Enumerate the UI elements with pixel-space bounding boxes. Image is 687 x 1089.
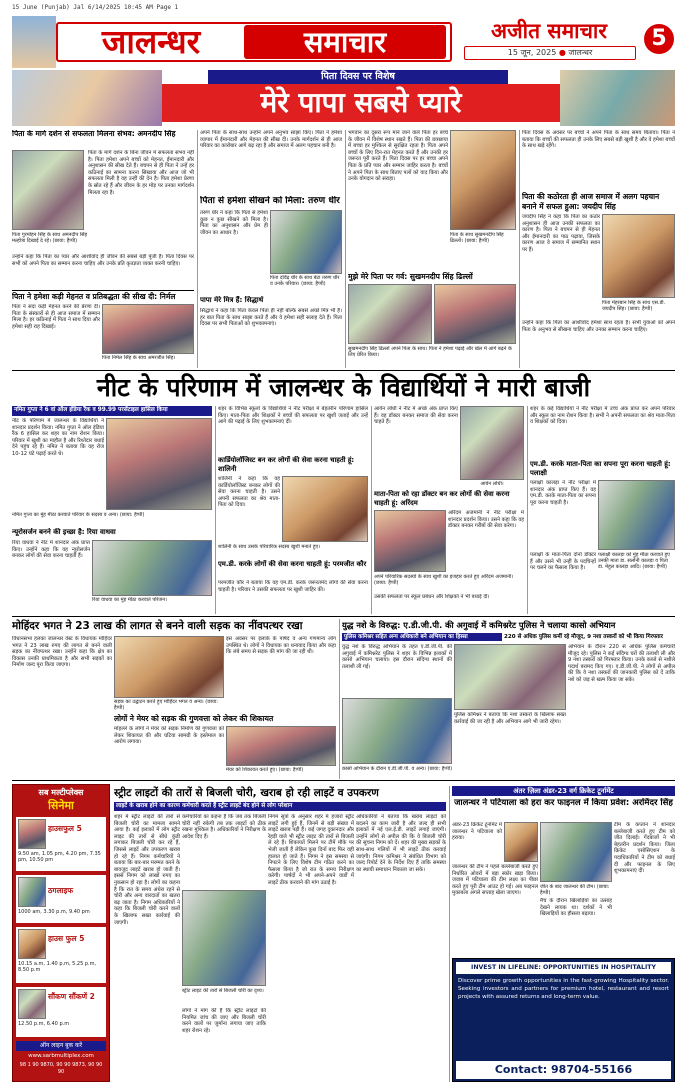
cricket-headline: जालन्धर ने पटियाला को हरा कर फाइनल में किया प्रवेश: अरमिंदर सिंह xyxy=(454,798,673,808)
section-rule xyxy=(12,616,675,617)
headline-story-4: पापा मेरे मित्र हैं: सिद्धार्थ xyxy=(200,296,264,304)
road-caption: सड़क का उद्घाटन करते हुए मोहिंदर भगत व अन्य। (छाया: हैप्पी) xyxy=(114,699,218,711)
caption-story-6: पिता मेहरबान सिंह के साथ एस.डी. जयदीप सिंह। (छाया: हैप्पी) xyxy=(602,300,666,313)
divider xyxy=(12,290,194,291)
neet-photo-6 xyxy=(598,480,675,550)
neet-body-3: शहर के विभिन्न स्कूलों के विद्यार्थियों ने नीट परीक्षा में बेहतरीन परिणाम हासिल किए। माता-पिता और शिक्षकों ने बच्चों की सफलता पर खुशी जताई और उन्हें आगे की पढ़ाई के लिए शुभकामनाएं दीं। xyxy=(218,406,368,426)
road-photo xyxy=(114,636,224,698)
neet-subhead-3: कार्डियोलॉजिस्ट बन कर लोगों की सेवा करना चाहती हूं: शालिनी xyxy=(218,456,355,473)
section-rule xyxy=(12,370,675,371)
street-body-1: शहर में स्ट्रीट लाइटों की तारों से बिजली चोरी का मामला सामने आया है। कई इलाकों में लोग स्ट्रीट लाइट की तारों से सीधे कुंडी लगाकर बिजली चोरी कर रहे हैं, जिससे लाइटें और उपकरण खराब हो रहे हैं। निगम कर्मचारियों ने बताया कि बार-बार मरम्मत करने के बावजूद लाइटें खराब हो जाती हैं। इससे निगम को लाखों रुपए का नुकसान हो रहा है। लोगों का कहना है कि रात के समय अंधेरा रहने से चोरी और अन्य वारदातों का खतरा बढ़ जाता है। निगम अधिकारियों ने कहा कि बिजली चोरी करने वालों के खिलाफ सख्त कार्रवाई की जाएगी। xyxy=(114,814,180,926)
drug-body-1: युद्ध नशे के विरुद्ध अभियान के तहत ए.डी.जी.पी. की अगुवाई में कमिश्नरेट पुलिस ने शहर के विभिन्न इलाकों में कासो अभियान चलाया। इस दौरान संदिग्ध स्थानों की तलाशी ली गई। xyxy=(342,644,452,670)
photo-story-2 xyxy=(102,304,194,354)
ad-contact[interactable]: Contact: 98704-55166 xyxy=(456,1061,671,1079)
column-rule xyxy=(215,406,216,614)
road-photo-2 xyxy=(226,726,336,766)
street-body-2: कर्मचारियों का कहना है कि जब तक बिजली चोरी नहीं रुकेगी तब तक लाइटों को ठीक रखना मुश्किल है। अधिकारियों ने निरीक्षण के आदेश दिए हैं। xyxy=(182,814,266,840)
drug-photo-1 xyxy=(342,698,452,764)
cricket-photo-1 xyxy=(504,822,538,862)
photo-story-3 xyxy=(270,210,342,274)
neet-subhead-6: एम.डी. करके लोगों की सेवा करना चाहती हूं: परमजीत कौर xyxy=(218,560,367,568)
body-story-6: जयदीप सिंह ने कहा कि पिता का कठोर अनुशासन ही आज उनकी सफलता का कारण है। पिता ने बचपन से ही मेहनत और ईमानदारी का पाठ पढ़ाया, जिसके कारण आज वे समाज में सम्मानित स्थान पर हैं। xyxy=(522,214,600,253)
cricket-body-2: टीम के कप्तान ने शानदार बल्लेबाजी करते हुए टीम को जीत दिलाई। गेंदबाजों ने भी बेहतरीन प्रदर्शन किया। जिला क्रिकेट एसोसिएशन के पदाधिकारियों ने टीम को बधाई दी और फाइनल के लिए शुभकामनाएं दीं। xyxy=(614,822,675,875)
caption-story-2: पिता निर्मल सिंह के साथ अमरजीत सिंह। xyxy=(102,355,176,361)
movie-poster xyxy=(18,989,46,1019)
photo-story-5b xyxy=(348,284,432,344)
movie-block xyxy=(16,927,106,983)
drug-headline: युद्ध नशे के विरुद्ध: ए.डी.जी.पी. की अगुवाई में कमिश्नरेट पुलिस ने चलाया कासो अभियान xyxy=(342,620,616,630)
street-kicker: लाइटें के खराब होने का कारण कर्मचारी करते हैं स्ट्रीट लाइटें बंद होने से लोग परेशान xyxy=(114,802,446,811)
neet-caption-3: शालिनी के साथ उसके परिवारिक सदस्य खुशी मनाते हुए। xyxy=(218,544,321,550)
cricket-kicker: अंतर ज़िला अंडर-23 वर्ग क्रिकेट टूर्नामेंट xyxy=(452,786,675,796)
cricket-body-1: अंडर-23 क्रिकेट टूर्नामेंट में जालन्धर ने पटियाला को हराया। xyxy=(452,822,502,842)
neet-body-7: अरिंदम अजमानी ने नीट परीक्षा में शानदार प्रदर्शन किया। उसने कहा कि वह डॉक्टर बनकर गरीबों की सेवा करेगा। xyxy=(448,510,524,530)
street-body-5: अधिकारियों ने बताया कि खराब लाइटों को बदलने का काम जारी है और जल्द ही सभी इलाकों में नई एल.ई.डी. लाइटें लगाई जाएंगी। उन्होंने लोगों से अपील की कि वे बिजली चोरी की सूचना निगम को दें। शहर की मुख्य सड़कों के साथ-साथ गलियों में भी लाइटें ठीक करवाई जाएंगी। निगम कमिश्नर ने संबंधित विभाग को जल्द रिपोर्ट देने के निर्देश दिए हैं ताकि समस्या का स्थायी समाधान निकाला जा सके। xyxy=(356,814,446,873)
banner-title: मेरे पापा सबसे प्यारे xyxy=(162,84,560,122)
street-caption: स्ट्रीट लाइट की तारों से बिजली चोरी का दृश्य। xyxy=(182,988,264,994)
body-story-1-more: उन्होंने कहा कि पिता का प्यार और आशीर्वाद ही जीवन की सबसे बड़ी पूंजी है। पिता दिवस पर सभी को अपने पिता का सम्मान करना चाहिए और उनके प्रति कृतज्ञता व्यक्त करनी चाहिए। xyxy=(12,254,194,267)
cricket-photo-2 xyxy=(540,822,612,882)
cinema-box xyxy=(12,784,110,1082)
masthead-title-box xyxy=(56,22,452,62)
body-story-6-more: उन्होंने कहा कि पिता का आशीर्वाद हमेशा साथ रहता है। सभी युवाओं को अपने पिता के अनुभव से सीखना चाहिए और उनका सम्मान करना चाहिए। xyxy=(522,320,675,333)
drug-body-2: पुलिस कमिश्नर ने बताया कि नशा तस्करों के खिलाफ सख्त कार्रवाई की जा रही है और अभियान आगे भी जारी रहेगा। xyxy=(454,712,566,725)
road-body-3: मोहल्ले के लोगों ने मेयर को सड़क निर्माण की गुणवत्ता को लेकर शिकायत की और घटिया सामग्री के इस्तेमाल का आरोप लगाया। xyxy=(114,726,224,746)
photo-story-1 xyxy=(12,150,84,230)
neet-photo-1 xyxy=(106,418,212,510)
neet-subhead-4: माता-पिता को रहा डॉक्टर बन कर लोगों की सेवा करना चाहती हूं: अरिंदम xyxy=(374,490,510,507)
dateline: 15 जून, 2025 ● जालन्धर xyxy=(464,46,636,60)
booking-label: ऑन लाइन बुक करें xyxy=(16,1041,106,1051)
neet-caption-2: रिया वाधवा का मुंह मीठा करवाते परिजन। xyxy=(92,597,167,603)
drug-photo-2 xyxy=(454,644,566,710)
masthead xyxy=(12,16,675,68)
neet-body-8: उसकी सफलता पर स्कूल प्रबंधन और शिक्षकों ने भी बधाई दी। xyxy=(374,594,490,600)
print-line: 15 June (Punjab) Jal 6/14/2025 10:45 AM Page 1 xyxy=(12,4,179,11)
movie-title: हाउसफुल 5 xyxy=(48,824,82,833)
road-headline: मोहिंदर भगत ने 23 लाख की लागत से बनने वाली सड़क का नींवपत्थर रखा xyxy=(12,620,303,632)
cricket-caption: जीत के बाद जालन्धर की टीम। (छाया: हैप्पी) xyxy=(540,884,610,896)
ad-body: Discover prime growth opportunities in the fast-growing Hospitality sector. Seeking investors and partners for premium hotel, restaurant and resort projects with assured returns and long-term value. xyxy=(458,978,669,1000)
drug-kicker-1: पुलिस कमिश्नर सहित अन्य अधिकारी बने अभियान का हिस्सा xyxy=(342,633,502,641)
neet-body-1: नीट के परिणाम में जालन्धर के विद्यार्थियों ने शानदार प्रदर्शन किया। नमित गुप्ता ने ऑल इंडिया रैंक 6 हासिल कर शहर का नाम रोशन किया। परिवार में खुशी का माहौल है और रिश्तेदार बधाई देने पहुंच रहे हैं। नमित ने बताया कि वह रोज 10-12 घंटे पढ़ाई करते थे। xyxy=(12,418,104,457)
movie-block xyxy=(16,875,106,923)
section-rule xyxy=(12,780,675,781)
neet-caption-6: पलाक्षी कालड़ा को मुंह मीठा करवाते हुए उनकी माता डा. सलोनी कालड़ा व पिता डा. मेहुल कालड़ा आदि। (छाया: हैप्पी) xyxy=(598,552,670,571)
caption-story-5b: सुखमनदीप सिंह ढिल्लों अपने पिता के साथ। पिता ने हमेशा पढ़ाई और खेल में आगे बढ़ने के लिए प्रेरित किया। xyxy=(348,346,512,359)
headline-story-2: पिता ने हमेशा कड़ी मेहनत व प्रतिबद्धता की सीख दी: निर्मल xyxy=(12,292,176,301)
neet-body-11: पलाक्षी के माता-पिता दोनों डॉक्टर हैं और उसने भी उन्हीं के पदचिन्हों पर चलने का फैसला किया है। xyxy=(530,552,596,572)
body-story-5-intro: भगवान का दूसरा रूप माने जाने वाले पिता हर बच्चे के जीवन में विशेष स्थान रखते हैं। पिता की छत्रछाया में बच्चा हर मुश्किल से सुरक्षित रहता है। पिता अपने बच्चों के लिए दिन-रात मेहनत करते हैं और उनकी हर जरूरत पूरी करते हैं। पिता दिवस पर हर बच्चा अपने पिता के प्रति प्यार और सम्मान जाहिर करता है। बच्चों ने अपने पिता के साथ बिताए पलों को याद किया और उनके योगदान को सराहा। xyxy=(348,130,448,183)
neet-body-5: परमजीत कौर ने बताया कि वह एम.डी. करके जरूरतमंद लोगों की सेवा करना चाहती है। परिवार ने उसकी सफलता पर खुशी जाहिर की। xyxy=(218,580,368,593)
headline-story-1: पिता के मार्ग दर्शन से सफलता मिलना संभव: अमनदीप सिंह xyxy=(12,130,176,138)
column-rule xyxy=(527,406,528,614)
body-story-3: तरुण धीर ने कहा कि पिता से हमेशा कुछ न कुछ सीखने को मिला है। पिता का अनुशासन और प्रेम ही जीवन का आधार है। xyxy=(200,210,268,236)
body-story-2: पिता ने सदा कड़ी मेहनत करने की प्रेरणा दी। पिता के संस्कारों से ही आज समाज में सम्मान मिला है। हर कठिनाई में पिता ने साथ दिया और हमेशा सही राह दिखाई। xyxy=(12,304,100,330)
neet-subhead-1: नमित गुप्ता ने 6 वां ऑल इंडिया रैंक व 99.99 परसेंटाइल हासिल किया xyxy=(12,406,212,416)
headline-story-6: पिता की कठोरता ही आज समाज में अलग पहचान बनाने में सफल हुआ: जयदीप सिंह xyxy=(522,192,660,211)
street-headline: स्ट्रीट लाइटों की तारों से बिजली चोरी, खराब हो रही लाइटें व उपकरण xyxy=(114,787,379,799)
cinema-brand: सब मल्टीप्लेक्स xyxy=(38,788,84,797)
column-rule xyxy=(339,619,340,779)
neet-body-2: रिया वाधवा ने नीट में शानदार अंक प्राप्त किए। उन्होंने कहा कि वह न्यूरोसर्जन बनकर लोगों की सेवा करना चाहती हैं। xyxy=(12,540,90,560)
city: जालन्धर xyxy=(568,48,593,57)
column-rule xyxy=(197,130,198,368)
cinema-url[interactable]: www.sarbmultiplex.com xyxy=(28,1053,94,1059)
neet-body-10: पलाक्षी कालड़ा ने नीट परीक्षा में शानदार अंक प्राप्त किए हैं। वह एम.डी. करके माता-पिता का सपना पूरा करना चाहती है। xyxy=(530,480,596,506)
neet-photo-2 xyxy=(92,540,212,596)
cinema-phones: 98 1 90 9870, 90 90 9873, 90 90 90 xyxy=(19,1062,103,1075)
cricket-body-4: मैच के दौरान खिलाड़ियों का उत्साह देखने लायक था। दर्शकों ने भी खिलाड़ियों का हौसला बढ़ाया। xyxy=(540,898,612,918)
ad-title: INVEST IN LIFELINE: OPPORTUNITIES IN HOSPITALITY xyxy=(456,962,671,974)
neet-headline: नीट के परिणाम में जालन्धर के विद्यार्थियों ने मारी बाजी xyxy=(96,373,591,402)
drug-caption: कासो अभियान के दौरान ए.डी.जी.पी. व अन्य। (छाया: हैप्पी) xyxy=(342,766,453,772)
masthead-left-photo xyxy=(12,16,56,68)
neet-headline-box xyxy=(12,372,675,404)
fathers-day-banner xyxy=(12,70,675,126)
brand-name: अजीत समाचार xyxy=(491,18,607,43)
headline-story-3: पिता से हमेशा सीखने को मिला: तरुण धीर xyxy=(200,196,340,206)
movie-block xyxy=(16,817,106,871)
road-sub-caption: मेयर को शिकायत करते हुए। (छाया: हैप्पी) xyxy=(226,767,304,773)
movie-block xyxy=(16,987,106,1037)
body-story-4: सिद्धार्थ ने कहा कि पिता केवल पिता ही नहीं बल्कि सबसे अच्छे मित्र भी हैं। हर बात पिता के साथ साझा करते हैं और वे हमेशा सही सलाह देते हैं। पिता दिवस पर सभी पिताओं को शुभकामनाएं। xyxy=(200,308,342,328)
body-story-3-intro: अपने पिता के साथ-साथ उन्होंने अपने अनुभव साझा किए। पिता ने हमेशा व्यापार में ईमानदारी और मेहनत की सीख दी। उनके मार्गदर्शन से ही आज परिवार का कारोबार आगे बढ़ रहा है और समाज में अलग पहचान बनी है। xyxy=(200,130,342,150)
movie-times: 9.50 am, 1.05 pm, 4.20 pm, 7.35 pm, 10.50 pm xyxy=(18,851,101,864)
column-rule xyxy=(519,130,520,368)
banner-kicker: पिता दिवस पर विशेष xyxy=(208,70,508,84)
banner-right-photo xyxy=(560,70,675,126)
banner-left-photo xyxy=(12,70,162,126)
drug-body-3: अभियान के दौरान 220 से अधिक पुलिस कर्मचारी मौजूद रहे। पुलिस ने कई संदिग्ध घरों की तलाशी ली और 9 नशा तस्करों को गिरफ्तार किया। उनके कब्जे से नशीले पदार्थ बरामद किए गए। ए.डी.जी.पी. ने लोगों से अपील की कि वे नशा तस्करों की जानकारी पुलिस को दें ताकि नशे को जड़ से खत्म किया जा सके। xyxy=(568,644,675,683)
headline-story-5: मुझे मेरे पिता पर गर्व: सुखमनदीप सिंह ढिल्लों xyxy=(348,272,473,281)
date: 15 जून, 2025 xyxy=(507,48,557,57)
hospitality-ad xyxy=(452,958,675,1082)
page-number: 5 xyxy=(644,24,674,54)
caption-story-3: पिता दविंद्र धीर के साथ बेटा तरुण धीर व उनके परिवार। (छाया: हैप्पी) xyxy=(270,275,340,288)
neet-photo-4 xyxy=(460,406,524,480)
movie-times: 10.15 a.m, 1.40 p.m, 5.25 p.m, 8.50 p.m xyxy=(18,961,97,974)
movie-title: हाउस फुल 5 xyxy=(48,934,85,943)
street-body-4: निगम सूत्रों के अनुसार शहर में हजारों स्ट्रीट लाइटें लगी हुई हैं, जिनमें से बड़ी संख्या में लाइटें खराब पड़ी हैं। कई जगह दुकानदार और रेहड़ी वाले भी स्ट्रीट लाइट की तारों से बिजली ले रहे हैं। शिकायतें मिलने पर टीमें मौके पर भेजी जाती हैं लेकिन कुछ दिनों बाद फिर वही हालात हो जाते हैं। निगम ने इस समस्या से निपटने के लिए विशेष टीम गठित करने का फैसला किया है जो रात के समय निरीक्षण करेगी। पार्षदों ने भी अपने-अपने वार्डों में लाइटें ठीक करवाने की मांग उठाई है। xyxy=(268,814,354,886)
movie-title: सौंकण सौंकणें 2 xyxy=(48,992,95,1001)
caption-story-5: पिता के साथ सुखमनदीप सिंह ढिल्लों। (छाया: हैप्पी) xyxy=(450,232,504,245)
neet-caption-1: नमित गुप्ता का मुंह मीठा करवाते परिवार के सदस्य व अन्य। (छाया: हैप्पी) xyxy=(12,512,145,518)
photo-story-6 xyxy=(602,214,675,298)
road-subhead: लोगों ने मेयर को सड़क की गुणवत्ता को लेकर की शिकायत xyxy=(114,714,274,723)
neet-body-6: आर्यन लोधी ने नीट में अच्छे अंक प्राप्त किए हैं। वह डॉक्टर बनकर समाज की सेवा करना चाहते हैं। xyxy=(374,406,458,426)
caption-story-1: पिता गुरमोहन सिंह के साथ अमनदीप सिंह मल्होत्रा दिखाई दे रहे। (छाया: हैप्पी) xyxy=(12,232,88,245)
neet-body-4: शालिनी ने कहा कि वह कार्डियोलॉजिस्ट बनकर लोगों की सेवा करना चाहती है। उसने अपनी सफलता का श्रेय माता-पिता को दिया। xyxy=(218,476,280,509)
drug-kicker-2: 220 से अधिक पुलिस कर्मी रहे मौजूद, 9 नशा तस्करों को भी किया गिरफ्तार xyxy=(504,634,663,640)
neet-photo-5 xyxy=(374,510,446,572)
road-body-1: विधानसभा हलका जालन्धर वेस्ट के विधायक मोहिंदर भगत ने 23 लाख रुपए की लागत से बनने वाली सड़क का नींवपत्थर रखा। उन्होंने कहा कि क्षेत्र का विकास उनकी प्राथमिकता है और सभी सड़कों का निर्माण जल्द पूरा किया जाएगा। xyxy=(12,636,112,669)
column-rule xyxy=(371,406,372,614)
neet-subhead-5: एम.डी. करके माता-पिता का सपना पूरा करना चाहती हूं: पलाक्षी xyxy=(530,460,671,477)
movie-poster xyxy=(18,877,46,907)
movie-poster xyxy=(18,929,46,959)
street-body-3: लोगों ने मांग की है कि स्ट्रीट लाइटों की नियमित जांच की जाए और बिजली चोरी करने वालों पर जुर्माना लगाया जाए ताकि शहर रोशन रहे। xyxy=(182,1008,266,1034)
movie-title: ठगलाइफ xyxy=(48,886,74,895)
neet-photo-3 xyxy=(282,476,368,542)
neet-caption-5: अपने परिवारिक सदस्यों के साथ खुशी का इजहार करते हुए अरिंदम अजमानी। (छाया: हैप्पी) xyxy=(374,574,514,587)
road-body-2: इस अवसर पर इलाके के पार्षद व अन्य गणमान्य लोग उपस्थित थे। लोगों ने विधायक का धन्यवाद किया और कहा कि लंबे समय से सड़क की मांग की जा रही थी। xyxy=(226,636,336,656)
body-story-6-intro: पिता दिवस के अवसर पर बच्चों ने अपने पिता के साथ समय बिताया। पिता ने बताया कि बच्चों की सफलता ही उनके लिए सबसे बड़ी खुशी है और वे हमेशा बच्चों के साथ खड़े रहेंगे। xyxy=(522,130,675,150)
movie-poster xyxy=(18,819,46,849)
masthead-title-left: जालन्धर xyxy=(101,22,201,61)
body-story-1: पिता के मार्ग दर्शन के बिना जीवन में सफलता संभव नहीं है। पिता हमेशा अपने बच्चों को मेहनत, ईमानदारी और अनुशासन की सीख देते हैं। बचपन से ही पिता ने उन्हें हर कठिनाई का सामना करना सिखाया और आज जो भी सफलता मिली है वह उन्हीं की देन है। पिता हमेशा प्रेरणा के स्रोत रहे हैं और जीवन के हर मोड़ पर उनका मार्गदर्शन मिलता रहा है। xyxy=(88,150,194,196)
movie-times: 1000 am, 3.30 p.m, 9.40 pm xyxy=(18,909,90,915)
movie-times: 12.50 p.m, 6.40 p.m xyxy=(18,1021,70,1027)
street-photo xyxy=(182,890,266,986)
column-rule xyxy=(449,786,450,1082)
photo-story-5 xyxy=(450,130,516,230)
neet-caption-4: आर्यन लोधी। xyxy=(480,481,504,487)
cinema-title: सिनेमा xyxy=(48,799,74,812)
cricket-body-3: जालन्धर की टीम ने पहले बल्लेबाजी करते हुए निर्धारित ओवरों में बड़ा स्कोर खड़ा किया। जवाब में पटियाला की टीम लक्ष्य का पीछा करते हुए पूरी टीम आउट हो गई। अब फाइनल मुकाबला अगले सप्ताह खेला जाएगा। xyxy=(452,864,538,897)
neet-subhead-2: न्यूरोसर्जन बनने की इच्छा है: रिया वाधवा xyxy=(12,528,116,536)
masthead-title-right: समाचार xyxy=(244,25,446,59)
photo-story-5c xyxy=(434,284,516,344)
column-rule xyxy=(345,130,346,368)
neet-body-9: शहर के कई विद्यार्थियों ने नीट परीक्षा में उच्च अंक प्राप्त कर अपने परिवार और स्कूल का नाम रोशन किया है। सभी ने अपनी सफलता का श्रेय माता-पिता व शिक्षकों को दिया। xyxy=(530,406,675,426)
